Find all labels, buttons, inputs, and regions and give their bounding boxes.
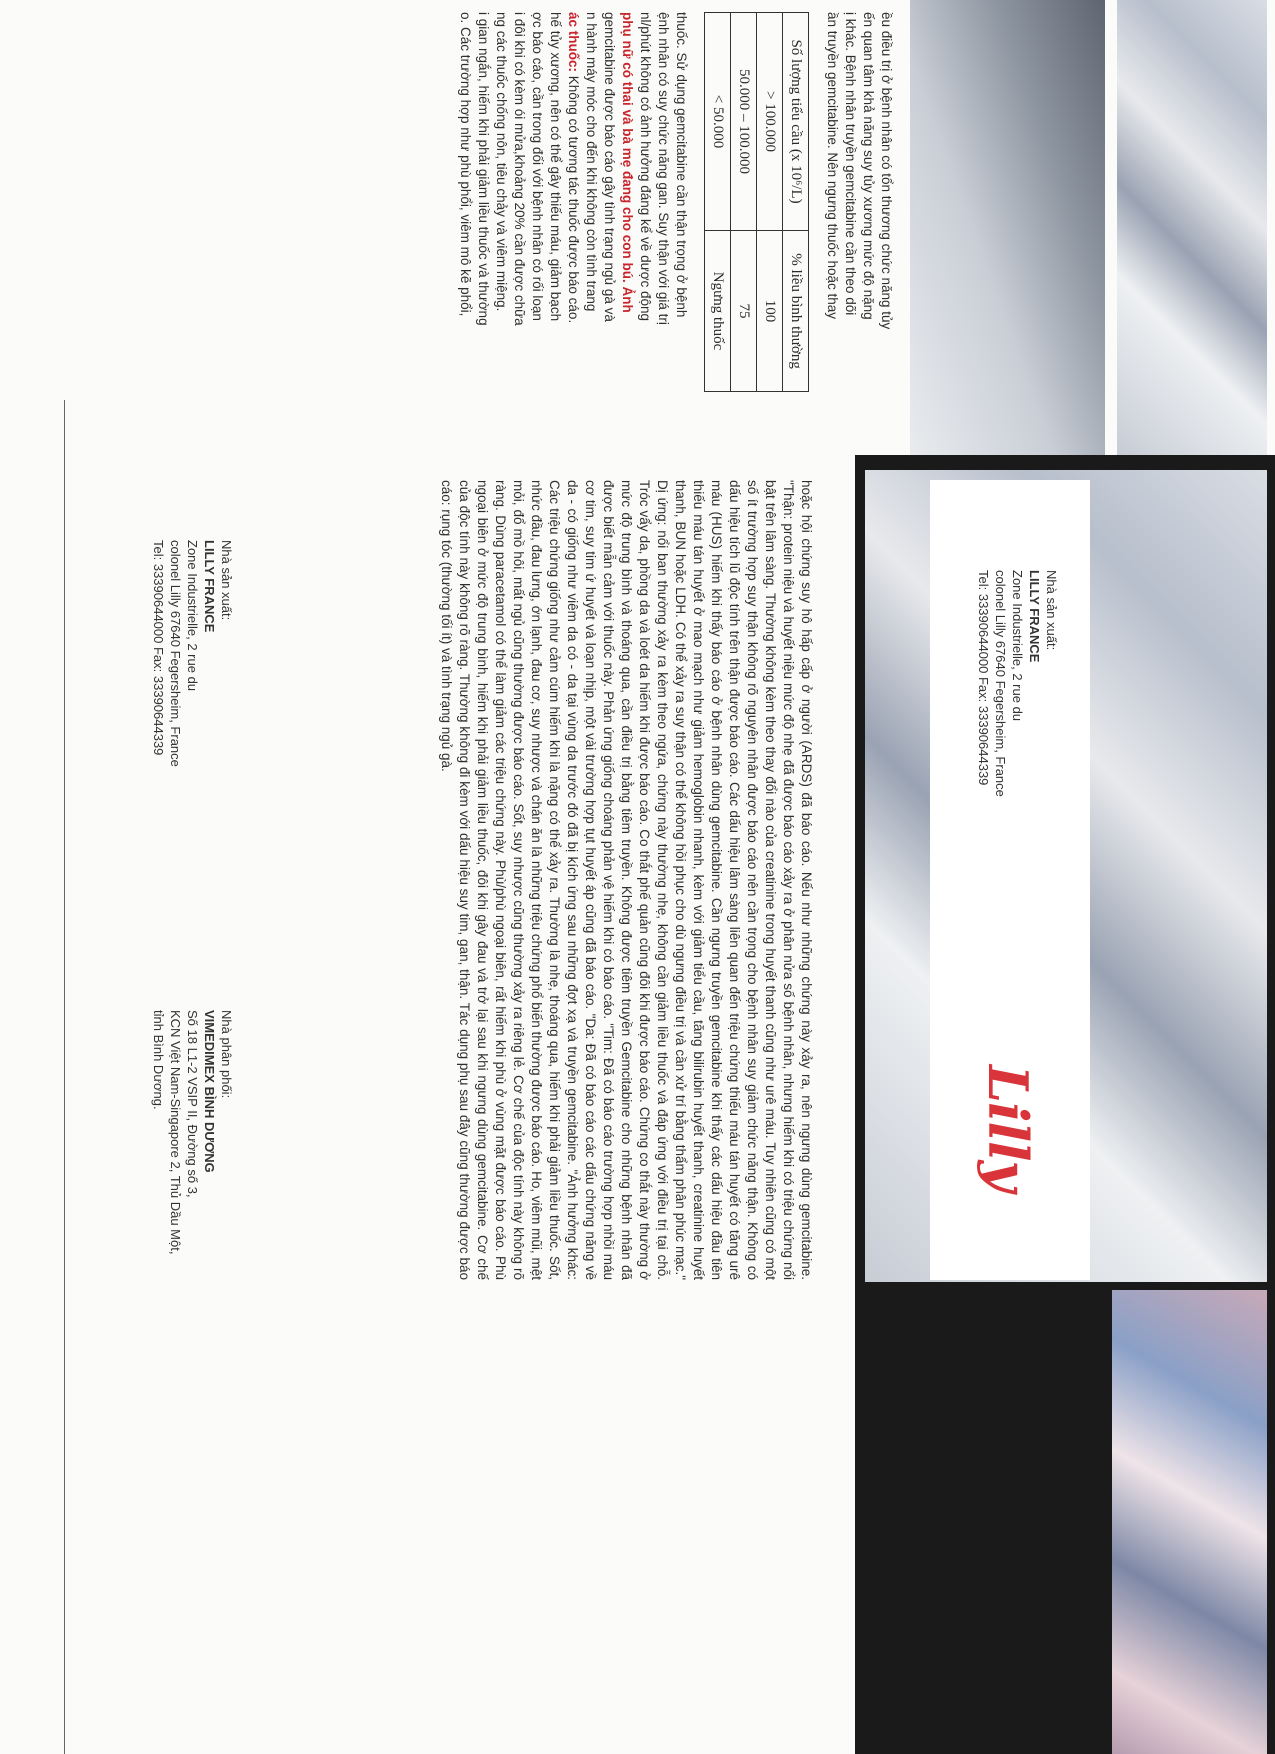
left-column bbox=[456, 12, 895, 452]
page-edge-rule bbox=[64, 400, 65, 1754]
photo-crowd-left bbox=[1117, 0, 1267, 455]
footer-distributor-label: Nhà phân phối: bbox=[219, 1010, 234, 1099]
footer-distributor-name: VIMEDIMEX BÌNH DƯƠNG bbox=[202, 1010, 217, 1173]
footer-manufacturer-contact: Tel: 33390644000 Fax: 33390644339 bbox=[151, 540, 166, 756]
platelet-dose-table bbox=[704, 12, 809, 392]
footer-manufacturer-address1: Zone Industrielle, 2 rue du bbox=[185, 540, 200, 692]
manufacturer-box bbox=[930, 480, 1090, 1280]
manufacturer-label: Nhà sản xuất: bbox=[1044, 570, 1059, 651]
interaction-line bbox=[564, 12, 582, 452]
footer-distributor bbox=[150, 1010, 235, 1410]
footer-manufacturer-name: LILLY FRANCE bbox=[202, 540, 217, 633]
table-cell: 50.000 – 100.000 bbox=[731, 13, 757, 231]
text-line: ị khác. Bệnh nhân truyền gemcitabine cần theo dõi bbox=[843, 12, 858, 316]
text-line: i gian ngắn, hiếm khi phải giảm liều thuốc và thường bbox=[476, 12, 491, 326]
table-cell: < 50.000 bbox=[705, 13, 731, 231]
table-row bbox=[731, 13, 757, 392]
table-header: Số lượng tiểu cầu (x 10⁶/L) bbox=[783, 13, 809, 231]
photo-clinic bbox=[1112, 1290, 1267, 1754]
table-cell: Ngưng thuốc bbox=[705, 231, 731, 392]
table-row bbox=[705, 13, 731, 392]
footer-distributor-address2: KCN Việt Nam-Singapore 2, Thủ Dầu Một, bbox=[168, 1010, 183, 1255]
middle-body-text: hoặc hội chứng suy hô hấp cấp ở người (ARDS) đã báo cáo. Nếu như những chứng này xảy ra, nên ngưng dùng gemcitabine. "Thận: protein niệu và huyết niệu mức độ nhẹ đã được báo cáo xảy ra ở phân nửa số bệnh nhân, nhưng hiếm khi có triệu chứng nổi bật trên lâm sàng. Thường không kèm theo thay đổi nào của creatinine trong huyết thanh cũng như urê máu. Tuy nhiên cũng có một số ít trường hợp suy thận không rõ nguyên nhân được báo cáo nên cần trọng cho bệnh nhân suy giảm chức năng thận. Không có dấu hiệu tích lũ độc tính trên thận được báo cáo. Các dấu hiệu lâm sàng liên quan đến triệu chứng thiếu máu tán huyết có tăng urê máu (HUS) hiếm khi thấy báo cáo ở bệnh nhân dùng gemcitabine. Cần ngưng truyền gemcitabine khi thấy các dấu hiệu đầu tiên thiếu máu tán huyết ở mao mạch như giảm hemoglobin nhanh, kèm với giảm tiểu cầu, tăng bilirubin huyết thanh, creatinine huyết thanh, BUN hoặc LDH. Có thể xảy ra suy thận có thể không hồi phục cho dù ngưng điều trị và cần xử trí bằng thẩm phân phúc mạc." Dị ứng: nổi ban thường xảy ra kèm theo ngứa, chứng này thường nhẹ, không cần giảm liều thuốc và đáp ứng với điều trị tại chỗ. Tróc vẩy da, phồng da và loét da hiếm khi được báo cáo. Co thắt phế quản cũng đôi khi được báo cáo. Chứng co thắt này thường ở mức độ trung bình và thoáng qua, cần điều trị bằng tiêm truyền. Không được tiêm truyền Gemcitabine cho những bệnh nhân đã được biết mẫn cảm với thuốc này. Phản ứng giống choáng phản vệ hiếm khi có báo cáo. "Tim: Đã có báo cáo trường hợp nhồi máu cơ tim, suy tim ứ huyết và loạn nhịp, một vài trường hợp tụt huyết áp cũng đã báo cáo. "Da: Đã có báo cáo các dấu chứng năng về da - có giống như viêm da có - da tại vùng da trước đó đã bị kích ứng sau những đợt xạ và truyền gemcitabine. "Ảnh hưởng khác: Các triệu chứng giống như cảm cúm hiếm khi là nặng có thể xảy ra. Thường là nhẹ, thoáng qua, hiếm khi phải giảm liều thuốc. Sốt, nhức đầu, đau lưng, ớn lạnh, đau cơ, suy nhược và chán ăn là những triệu chứng phổ biến thường được báo cáo. Ho, viêm mũi, mệt mỏi, đổ mồ hôi, mất ngủ cũng thường được báo cáo. Sốt, suy nhược cũng thường xảy ra riêng lẻ. Cơ chế của độc tính này không rõ ràng. Dùng paracetamol có thể làm giảm các triệu chứng này. Phù/phù ngoại biên, rất hiếm khi phù ở vùng mặt được báo cáo. Phù ngoại biên ở mức độ trung bình, hiếm khi phải giảm liều thuốc, đôi khi gây đau và trở lại sau khi ngưng dùng gemcitabine. Cơ chế của độc tính này không rõ ràng. Thường không đi kèm với dấu hiệu suy tim, gan, thận. Tác dụng phụ sau đây cũng thường được báo cáo: rụng tóc (thường tối ít) và tình trạng ngủ gà. bbox=[439, 480, 814, 1280]
footer-distributor-address3: tỉnh Bình Dương. bbox=[151, 1010, 166, 1110]
text-line: ều điều trị ở bệnh nhân có tổn thương chức năng tủy bbox=[879, 12, 894, 330]
footer-manufacturer-label: Nhà sản xuất: bbox=[219, 540, 234, 621]
text-line: ần truyền gemcitabine. Nên ngưng thuốc hoặc thay bbox=[825, 12, 840, 319]
table-header: % liều bình thường bbox=[783, 231, 809, 392]
text-line: ệnh nhân có suy chức năng gan. Suy thận với giá trị bbox=[656, 12, 671, 325]
manufacturer-name: LILLY FRANCE bbox=[1027, 570, 1042, 663]
table-cell: 100 bbox=[757, 231, 783, 392]
text-line: o. Các trường hợp như phù phổi, viêm mô kẽ phổi, bbox=[458, 12, 473, 317]
middle-column bbox=[437, 480, 815, 1280]
text-line: gemcitabine được báo cáo gây tình trạng ngủ gà và bbox=[602, 12, 617, 322]
table-cell: > 100.000 bbox=[757, 13, 783, 231]
interaction-text: Không có tương tác thuốc được báo cáo. bbox=[566, 72, 581, 324]
interaction-heading: ác thuốc: bbox=[566, 12, 581, 73]
manufacturer-address2: colonel Lilly 67640 Fegersheim, France bbox=[993, 570, 1008, 797]
footer-distributor-address1: Số 18 L1-2 VSIP II, Đường số 3, bbox=[185, 1010, 200, 1198]
footer-manufacturer bbox=[150, 540, 235, 940]
text-line: i đôi khi có kèm ói mửa,khoảng 20% cần được chữa bbox=[512, 12, 527, 326]
manufacturer-contact: Tel: 33390644000 Fax: 33390644339 bbox=[976, 570, 991, 786]
footer-manufacturer-address2: colonel Lilly 67640 Fegersheim, France bbox=[168, 540, 183, 767]
left-body bbox=[456, 12, 690, 452]
text-line: n hành máy móc cho đến khi không còn tình trang bbox=[584, 12, 599, 312]
table-row bbox=[757, 13, 783, 392]
text-line: ng các thuốc chống nôn, tiêu chảy và viêm miệng. bbox=[494, 12, 509, 312]
text-line: nl/phút không có ảnh hưởng đáng kể về dược động bbox=[638, 12, 653, 321]
photo-landscape bbox=[910, 0, 1105, 455]
text-line: ợc báo cáo, cần trong đối với bệnh nhân có rối loạn bbox=[530, 12, 545, 321]
lilly-logo: Lilly bbox=[976, 1065, 1040, 1191]
manufacturer-address1: Zone Industrielle, 2 rue du bbox=[1010, 570, 1025, 722]
photo-divider bbox=[855, 455, 1275, 470]
text-line: ến quan tâm khả năng suy tủy xương mức độ nặng bbox=[861, 12, 876, 320]
text-line: thuốc. Sử dụng gemcitabine cần thận trọng ở bệnh bbox=[674, 12, 689, 318]
manufacturer-text bbox=[975, 570, 1060, 950]
warning-line: phụ nữ có thai và bà mẹ đang cho con bú. Ảnh bbox=[620, 12, 635, 313]
left-intro bbox=[823, 12, 895, 452]
table-cell: 75 bbox=[731, 231, 757, 392]
text-line: hế tủy xương, nên có thể gây thiếu máu, giảm bạch bbox=[548, 12, 563, 322]
